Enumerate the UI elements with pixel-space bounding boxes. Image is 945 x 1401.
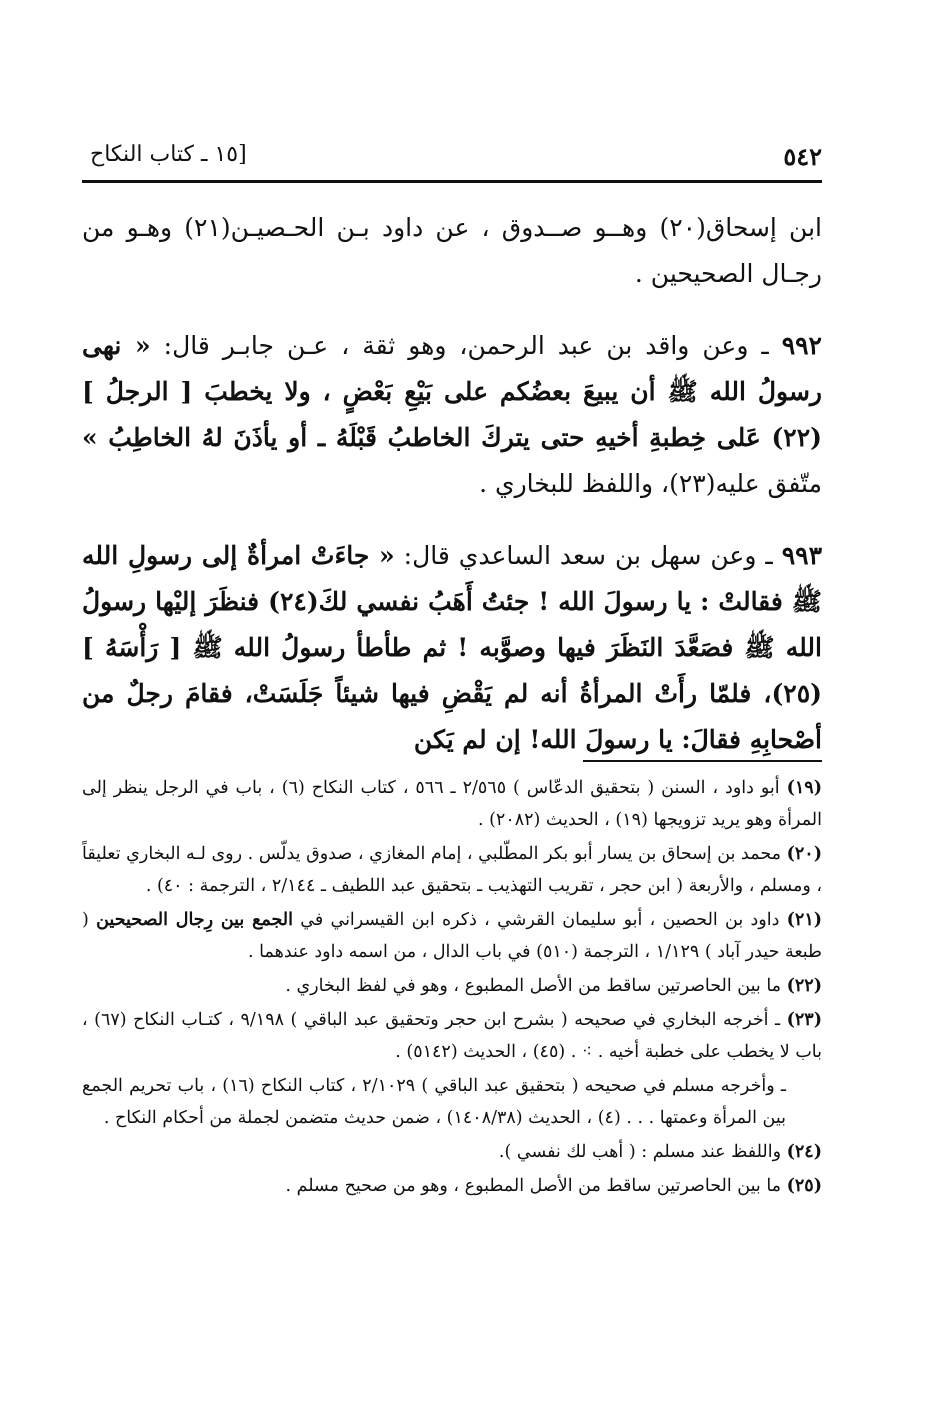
page-header (82, 138, 822, 178)
hadith-992-text: « نهى رسولُ الله ﷺ أن يبيعَ بعضُكم على بَيْعِ بَعْضٍ ، ولا يخطبَ [ الرجلُ ](٢٢) عَلى خِطبةِ أخيهِ حتى يتركَ الخاطبُ قَبْلَهُ ـ أو يأذَنَ لهُ الخاطِبُ » (82, 331, 822, 452)
footnote-19 (82, 772, 822, 836)
hadith-993-text: « جاءَتْ امرأةٌ إلى رسولِ الله ﷺ فقالتْ : يا رسولَ الله ! جئتُ أَهَبُ نفسي لكَ(٢٤) فنظَرَ إليْها رسولُ الله ﷺ فصَعَّدَ النَظَرَ فيها وصوَّبه ! ثم طأطأ رسولُ الله ﷺ [ رَأْسَهُ ](٢٥)، فلمّا رأَتْ المرأةُ أنه لم يَقْضِ فيها شيئاً جَلَسَتْ، فقامَ رجلٌ من أصْحابِهِ فقالَ: يا رسولَ الله! إن لم يَكن (82, 541, 822, 754)
footnote-text: أبو داود ، السنن ( بتحقيق الدعّاس ) ٢/٥٦٥ ـ ٥٦٦ ، كتاب النكاح (٦) ، باب في الرجل ينظر إلى المرأة وهو يريد تزويجها (١٩) ، الحديث (٢٠٨٢) . (82, 778, 822, 830)
footnote-text: واللفظ عند مسلم : ( أهب لك نفسي ). (498, 1142, 787, 1162)
footnote-rule (583, 760, 822, 762)
footnote-text: محمد بن إسحاق بن يسار أبو بكر المطّلبي ، إمام المغازي ، صدوق يدلّس . روى لـه البخاري تعليقاً ، ومسلم ، والأربعة ( ابن حجر ، تقريب التهذيب ـ بتحقيق عبد اللطيف ـ ٢/١٤٤ ، الترجمة : ٤٠) . (82, 844, 822, 896)
footnote-23 (82, 1004, 822, 1068)
header-rule (82, 180, 822, 183)
hadith-993-intro: ـ وعن سهل بن سعد الساعدي قال: (394, 541, 782, 570)
paragraph-993 (82, 533, 822, 763)
paragraph-1: ابن إسحاق(٢٠) وهــو صــدوق ، عن داود بـن الحـصيـن(٢١) وهـو من رجـال الصحيحين . (82, 213, 822, 288)
paragraph-992 (82, 323, 822, 507)
page-number: ٥٤٢ (783, 142, 822, 171)
footnote-number: (٢٣) (786, 1010, 822, 1030)
footnote-number: (٢٢) (786, 976, 822, 996)
footnote-number: (٢٠) (786, 844, 822, 864)
hadith-992-intro: ـ وعن واقد بن عبد الرحمن، وهو ثقة ، عـن جابـر قال: (150, 331, 782, 360)
footnote-text: داود بن الحصين ، أبو سليمان القرشي ، ذكره ابن القيسراني في (293, 910, 787, 930)
footnote-number: (٢٥) (786, 1176, 822, 1196)
footnotes (82, 772, 822, 1204)
footnote-text: ما بين الحاصرتين ساقط من الأصل المطبوع ، وهو في لفظ البخاري . (285, 976, 787, 996)
footnote-21 (82, 904, 822, 968)
footnote-text: ما بين الحاصرتين ساقط من الأصل المطبوع ، وهو من صحيح مسلم . (285, 1176, 787, 1196)
hadith-992-outro: متّفق عليه(٢٣)، واللفظ للبخاري . (479, 469, 822, 498)
hadith-number-992: ٩٩٢ (781, 331, 822, 360)
footnote-22 (82, 970, 822, 1002)
footnote-book-title: الجمع بين رِجال الصحيحين (96, 910, 294, 930)
main-text (82, 205, 822, 789)
footnote-25 (82, 1170, 822, 1202)
footnote-text: ـ أخرجه البخاري في صحيحه ( بشرح ابن حجر وتحقيق عبد الباقي ) ٩/١٩٨ ، كتـاب النكاح (٦٧) ، باب لا يخطب على خطبة أخيه . ⁖ . (٤٥) ، الحديث (٥١٤٢) . (82, 1010, 822, 1062)
footnote-number: (٢١) (786, 910, 823, 930)
hadith-number-993: ٩٩٣ (781, 541, 823, 570)
footnote-number: (٢٤) (786, 1142, 822, 1162)
footnote-24 (82, 1136, 822, 1168)
footnote-20 (82, 838, 822, 902)
footnote-text-continued: ( طبعة حيدر آباد ) ١/١٢٩ ، الترجمة (٥١٠) في باب الدال ، من اسمه داود عندهما . (82, 910, 822, 962)
footnote-number: (١٩) (786, 778, 822, 798)
footnote-23-continuation: ـ وأخرجه مسلم في صحيحه ( بتحقيق عبد الباقي ) ٢/١٠٢٩ ، كتاب النكاح (١٦) ، باب تحريم الجمع بين المرأة وعمتها . . . (٤) ، الحديث (١٤٠٨/٣٨) ، ضمن حديث متضمن لجملة من أحكام النكاح . (82, 1076, 787, 1128)
running-head: [١٥ ـ كتاب النكاح (90, 142, 247, 167)
